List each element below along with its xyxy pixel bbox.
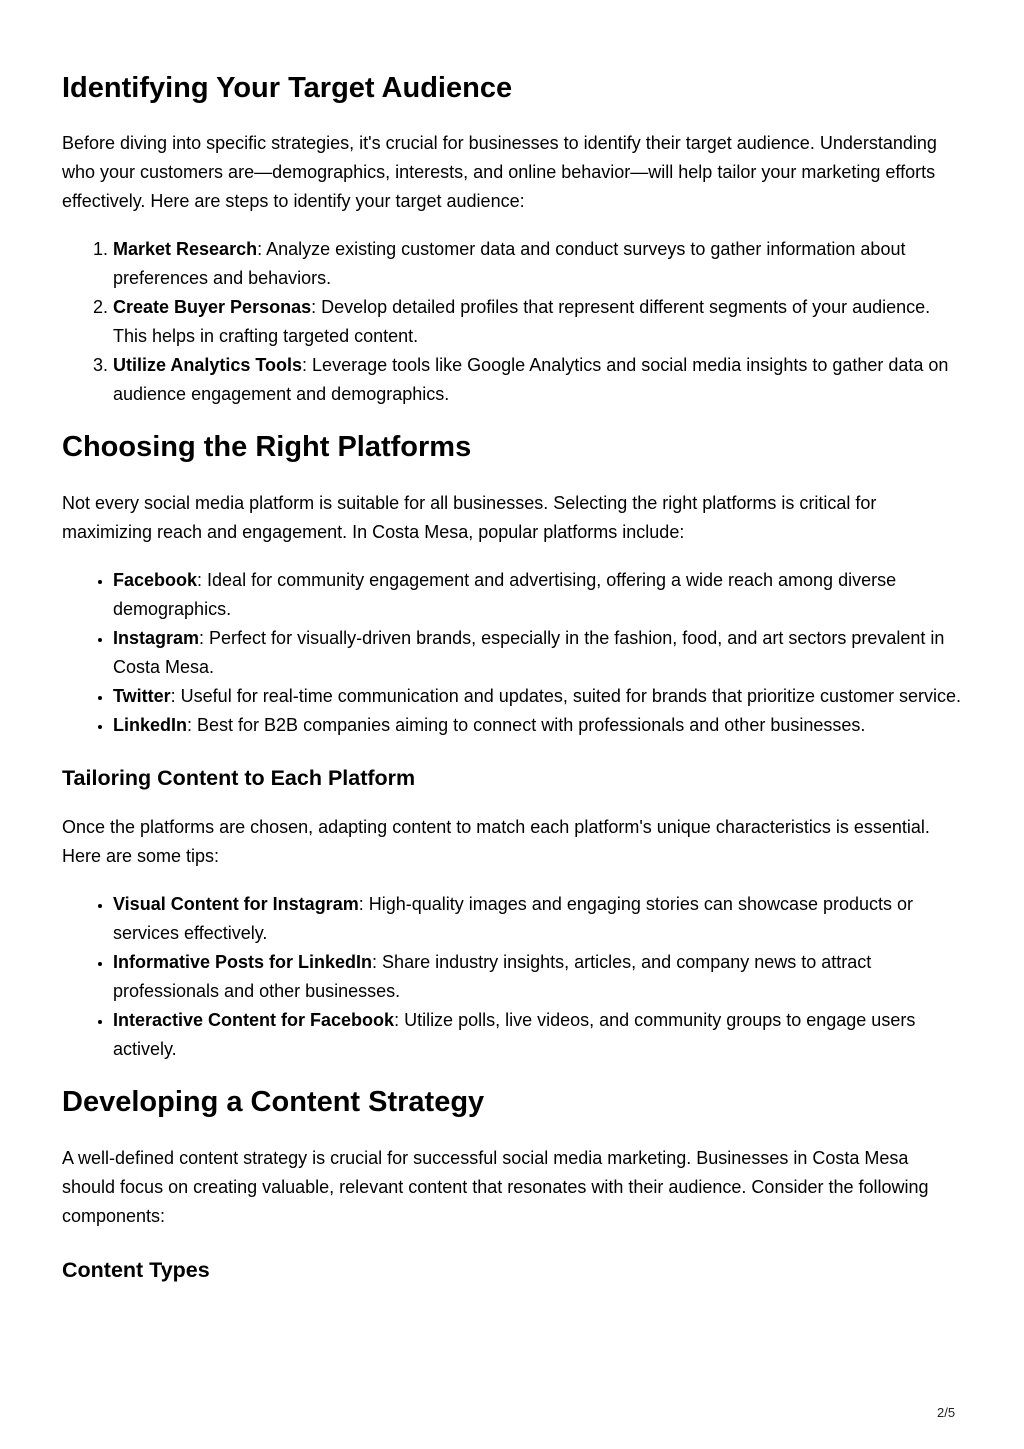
page-number: 2/5 xyxy=(937,1405,956,1420)
list-item xyxy=(113,624,962,682)
heading-content-strategy: Developing a Content Strategy xyxy=(62,1086,485,1118)
list-item-term: LinkedIn xyxy=(113,715,188,735)
numbered-list-audience-steps xyxy=(62,235,962,409)
list-item-term: Facebook xyxy=(113,570,198,590)
paragraph-platforms-intro: Not every social media platform is suitable for all businesses. Selecting the right platforms is critical for maximizing reach and engagement. In Costa Mesa, popular platforms include: xyxy=(62,493,877,542)
list-item-term: Instagram xyxy=(113,628,200,648)
heading-content-types: Content Types xyxy=(62,1258,210,1282)
list-item-term: Interactive Content for Facebook xyxy=(113,1010,395,1030)
list-item xyxy=(113,351,962,409)
list-item-term: Visual Content for Instagram xyxy=(113,894,359,914)
list-item-term: Market Research xyxy=(113,239,258,259)
list-item xyxy=(113,566,962,624)
list-item-text: : Useful for real-time communication and updates, suited for brands that prioritize customer service. xyxy=(170,686,962,706)
list-item xyxy=(113,890,962,948)
list-item-text: : Utilize polls, live videos, and community groups to engage users actively. xyxy=(113,1010,916,1059)
bullet-list-platforms xyxy=(62,566,962,740)
list-item-text: : Ideal for community engagement and advertising, offering a wide reach among diverse demographics. xyxy=(113,570,897,619)
list-item xyxy=(113,235,962,293)
list-item-text: : Analyze existing customer data and conduct surveys to gather information about preferences and behaviors. xyxy=(113,239,906,288)
document-page xyxy=(62,0,962,1284)
list-item-text: : High-quality images and engaging stories can showcase products or services effectively. xyxy=(113,894,914,943)
list-item-term: Utilize Analytics Tools xyxy=(113,355,303,375)
list-item-term: Create Buyer Personas xyxy=(113,297,312,317)
heading-right-platforms: Choosing the Right Platforms xyxy=(62,431,472,463)
list-item xyxy=(113,711,962,740)
paragraph-strategy-intro: A well-defined content strategy is crucial for successful social media marketing. Businesses in Costa Mesa should focus on creating valuable, relevant content that resonates with their audience. Consider the following components: xyxy=(62,1148,929,1226)
list-item-text: : Share industry insights, articles, and company news to attract professionals and other businesses. xyxy=(113,952,872,1001)
list-item-text: : Perfect for visually-driven brands, especially in the fashion, food, and art sectors prevalent in Costa Mesa. xyxy=(113,628,945,677)
list-item xyxy=(113,682,962,711)
list-item xyxy=(113,1006,962,1064)
heading-tailoring-content: Tailoring Content to Each Platform xyxy=(62,766,416,790)
list-item-text: : Leverage tools like Google Analytics and social media insights to gather data on audience engagement and demographics. xyxy=(113,355,949,404)
bullet-list-tailoring-tips xyxy=(62,890,962,1064)
list-item-term: Twitter xyxy=(113,686,171,706)
list-item-text: : Develop detailed profiles that represent different segments of your audience. This helps in crafting targeted content. xyxy=(113,297,931,346)
list-item xyxy=(113,293,962,351)
list-item-term: Informative Posts for LinkedIn xyxy=(113,952,373,972)
list-item-text: : Best for B2B companies aiming to connect with professionals and other businesses. xyxy=(187,715,866,735)
paragraph-tailoring-intro: Once the platforms are chosen, adapting content to match each platform's unique characteristics is essential. Here are some tips: xyxy=(62,817,930,866)
heading-target-audience: Identifying Your Target Audience xyxy=(62,72,513,104)
list-item xyxy=(113,948,962,1006)
paragraph-target-audience-intro: Before diving into specific strategies, it's crucial for businesses to identify their target audience. Understanding who your customers are—demographics, interests, and online behavior—will help tailor your marketing efforts effectively. Here are steps to identify your target audience: xyxy=(62,133,937,211)
